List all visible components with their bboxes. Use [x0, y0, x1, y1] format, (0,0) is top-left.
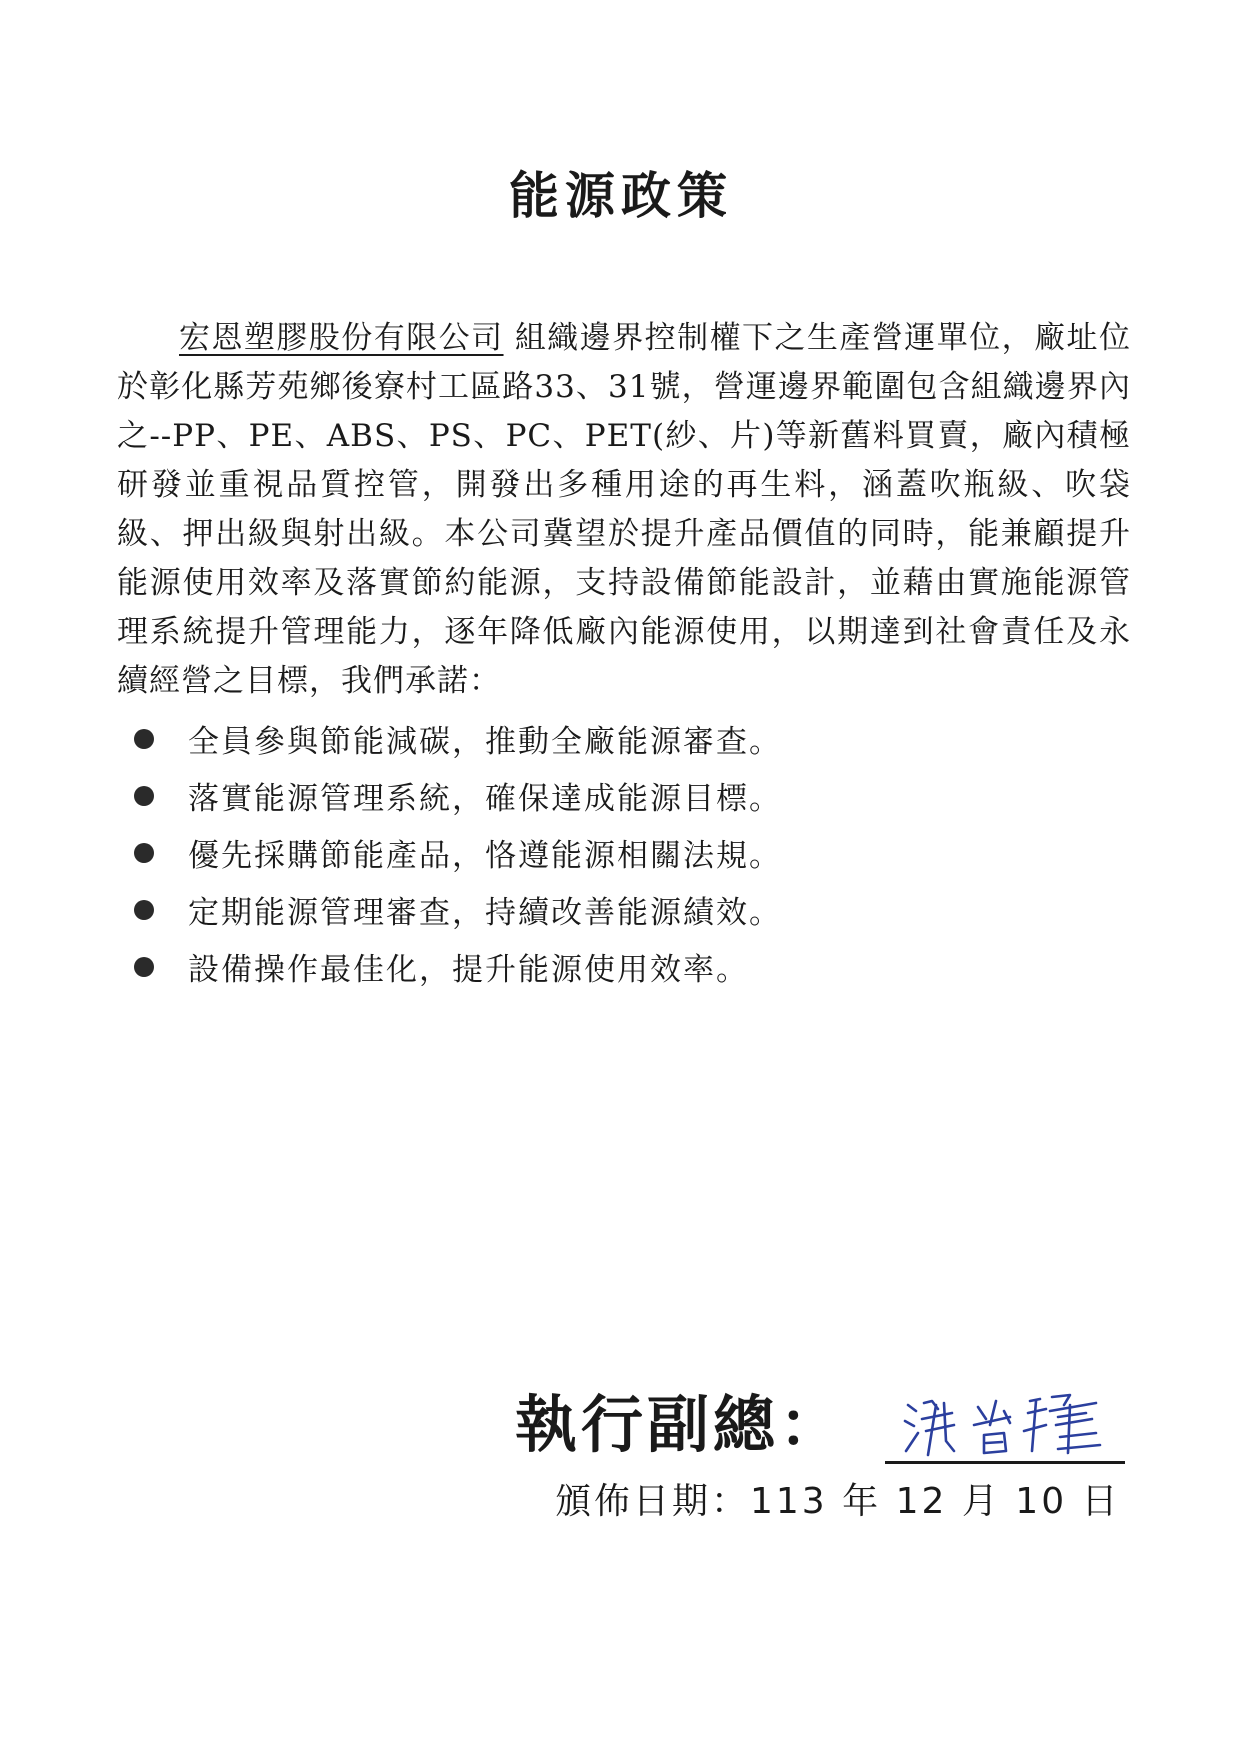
bullet-icon [134, 729, 154, 749]
commitment-text: 定期能源管理審查，持續改善能源績效。 [188, 895, 782, 931]
commitment-text: 優先採購節能產品，恪遵能源相關法規。 [188, 838, 782, 874]
commitment-item [134, 767, 1134, 824]
commitment-text: 落實能源管理系統，確保達成能源目標。 [188, 781, 782, 817]
commitment-text: 設備操作最佳化，提升能源使用效率。 [188, 952, 749, 988]
commitment-item [134, 938, 1134, 995]
handwritten-signature [900, 1391, 1110, 1463]
intro-text: 組織邊界控制權下之生產營運單位，廠址位於彰化縣芳苑鄉後寮村工區路33、31號，營運邊界範圍包含組織邊界內之--PP、PE、ABS、PS、PC、PET(紗、片)等新舊料買賣，廠內積極研發並重視品質控管，開發出多種用途的再生料，涵蓋吹瓶級、吹袋級、押出級與射出級。本公司冀望於提升產品價值的同時，能兼顧提升能源使用效率及落實節約能源，支持設備節能設計，並藉由實施能源管理系統提升管理能力，逐年降低廠內能源使用，以期達到社會責任及永續經營之目標，我們承諾： [117, 320, 1131, 699]
commitment-item [134, 881, 1134, 938]
commitment-item [134, 710, 1134, 767]
company-name: 宏恩塑膠股份有限公司 [179, 320, 504, 356]
intro-paragraph [117, 314, 1131, 706]
signature-block [515, 1385, 1135, 1475]
bullet-icon [134, 900, 154, 920]
signature-line [885, 1461, 1125, 1464]
signature-label: 執行副總： [515, 1388, 846, 1461]
commitment-item [134, 824, 1134, 881]
document-title: 能源政策 [509, 167, 733, 225]
bullet-icon [134, 786, 154, 806]
bullet-icon [134, 843, 154, 863]
commitment-text: 全員參與節能減碳，推動全廠能源審查。 [188, 724, 782, 760]
commitment-list [134, 710, 1134, 995]
issue-date: 頒佈日期：113 年 12 月 10 日 [555, 1481, 1121, 1522]
bullet-icon [134, 957, 154, 977]
